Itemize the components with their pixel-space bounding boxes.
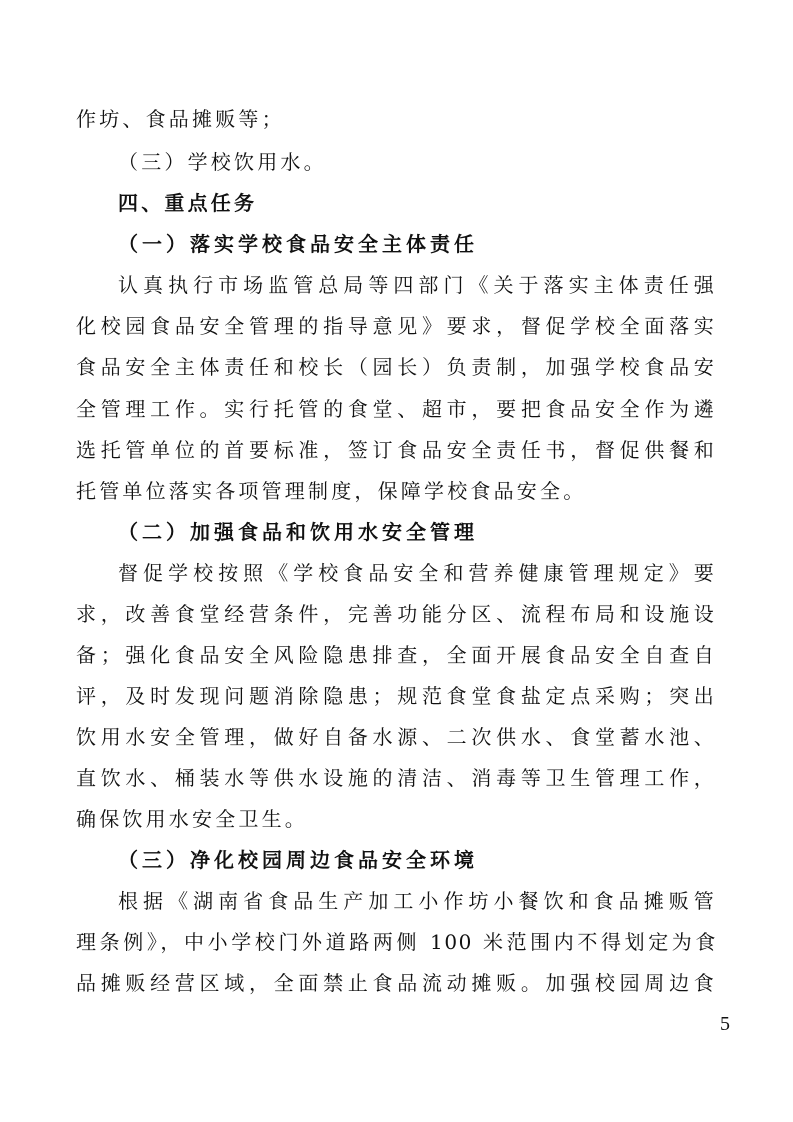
paragraph-line: 食品安全主体责任和校长（园长）负责制，加强学校食品安 (76, 355, 717, 379)
list-item-line: （三）学校饮用水。 (118, 150, 327, 174)
section-heading: 四、重点任务 (118, 191, 258, 215)
paragraph-line: 理条例》，中小学校门外道路两侧 100 米范围内不得划定为食 (76, 930, 717, 954)
paragraph-line: 督促学校按照《学校食品安全和营养健康管理规定》要 (118, 561, 717, 585)
paragraph-line: 确保饮用水安全卫生。 (76, 807, 308, 831)
paragraph-line: 品摊贩经营区域，全面禁止食品流动摊贩。加强校园周边食 (76, 971, 717, 995)
paragraph-line: 托管单位落实各项管理制度，保障学校食品安全。 (76, 479, 587, 503)
paragraph-line: 直饮水、桶装水等供水设施的清洁、消毒等卫生管理工作， (76, 766, 717, 790)
paragraph-line: 评，及时发现问题消除隐患；规范食堂食盐定点采购；突出 (76, 684, 717, 708)
paragraph-line: 全管理工作。实行托管的食堂、超市，要把食品安全作为遴 (76, 397, 717, 421)
paragraph-line: 饮用水安全管理，做好自备水源、二次供水、食堂蓄水池、 (76, 725, 717, 749)
paragraph-line: 求，改善食堂经营条件，完善功能分区、流程布局和设施设 (76, 602, 717, 626)
paragraph-line: 根据《湖南省食品生产加工小作坊小餐饮和食品摊贩管 (118, 889, 717, 913)
paragraph-line: 化校园食品安全管理的指导意见》要求，督促学校全面落实 (76, 314, 717, 338)
page-number: 5 (720, 1013, 730, 1035)
text-line: 作坊、食品摊贩等； (76, 107, 285, 131)
subsection-heading-2: （二）加强食品和饮用水安全管理 (118, 520, 478, 544)
paragraph-line: 选托管单位的首要标准，签订食品安全责任书，督促供餐和 (76, 438, 717, 462)
subsection-heading-3: （三）净化校园周边食品安全环境 (118, 848, 478, 872)
subsection-heading-1: （一）落实学校食品安全主体责任 (118, 232, 478, 256)
paragraph-line: 备；强化食品安全风险隐患排查，全面开展食品安全自查自 (76, 643, 717, 667)
paragraph-line: 认真执行市场监管总局等四部门《关于落实主体责任强 (118, 273, 717, 297)
